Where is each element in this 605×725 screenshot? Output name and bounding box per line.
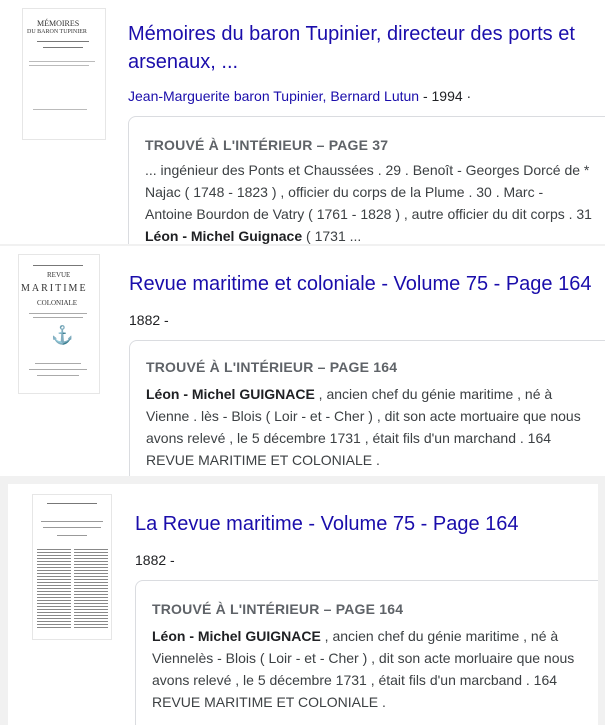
author-link[interactable]: Jean-Marguerite baron Tupinier, Bernard Lutun (128, 88, 420, 104)
book-cover-thumbnail[interactable] (22, 8, 106, 140)
result-title-line2: arsenaux, ... (128, 51, 239, 73)
thumb-subtitle: DU BARON TUPINIER (27, 29, 87, 35)
snippet-text: Léon - Michel GUIGNACE , ancien chef du génie maritime , né à Vienne . lès - Blois ( Loir - et - Cher ) , dit son acte mortuaire que nous avons relevé , le 5 décembre 1731 , était fils d'un marchand . 164 REVUE MARITIME ET COLONIALE . (146, 386, 581, 468)
snippet-text: Léon - Michel GUIGNACE , ancien chef du génie maritime , né à Viennelès - Blois ( Loir - et - Cher ) , dit son acte morluaire que nous avons relevé , le 5 décembre 1731 , était fils d'un marcband . 164 REVUE MARITIME ET COLONIALE . (152, 628, 575, 710)
highlighted-name: Léon - Michel GUIGNACE (146, 386, 315, 402)
thumb-title: REVUE (47, 271, 71, 279)
snippet-card (129, 340, 605, 476)
snippet-card (128, 116, 605, 244)
result-meta (128, 88, 471, 104)
snippet-card (135, 580, 598, 725)
result-title-line1: Mémoires du baron Tupinier, directeur des ports et (128, 23, 575, 45)
found-inside-header: TROUVÉ À L'INTÉRIEUR – PAGE 164 (152, 601, 404, 617)
book-page-thumbnail[interactable] (32, 494, 112, 640)
book-cover-thumbnail[interactable] (18, 254, 100, 394)
found-inside-header: TROUVÉ À L'INTÉRIEUR – PAGE 37 (145, 137, 389, 153)
snippet-text: ... ingénieur des Ponts et Chaussées . 29 . Benoît - Georges Dorcé de * Najac ( 1748 - 1823 ) , officier du corps de la Plume . 30 . Marc - Antoine Bourdon de Vatry ( 1761 - 1828 ) , autre officier du dit corps . 31 Léon - Michel Guignace ( 1731 ... (145, 162, 592, 244)
result-title-link[interactable]: La Revue maritime - Volume 75 - Page 164 (135, 513, 519, 535)
result-1 (0, 0, 605, 244)
result-3 (8, 484, 598, 725)
result-year: 1882 - (135, 552, 175, 568)
result-2 (0, 246, 605, 476)
thumb-title: MÉMOIRES (37, 19, 80, 28)
highlighted-name: Léon - Michel GUIGNACE (152, 628, 321, 644)
highlighted-name: Léon - Michel Guignace (145, 228, 303, 244)
text-column-right (74, 549, 108, 629)
thumb-subtitle-2: COLONIALE (37, 299, 78, 307)
thumb-subtitle: MARITIME (21, 283, 88, 294)
result-year: 1882 - (129, 312, 169, 328)
result-title-link[interactable]: Revue maritime et coloniale - Volume 75 - Page 164 (129, 273, 592, 295)
found-inside-header: TROUVÉ À L'INTÉRIEUR – PAGE 164 (146, 359, 398, 375)
anchor-icon: ⚓ (51, 325, 74, 345)
result-year: - 1994 · (419, 88, 472, 104)
text-column-left (37, 549, 71, 629)
result-title-link[interactable] (128, 20, 598, 76)
